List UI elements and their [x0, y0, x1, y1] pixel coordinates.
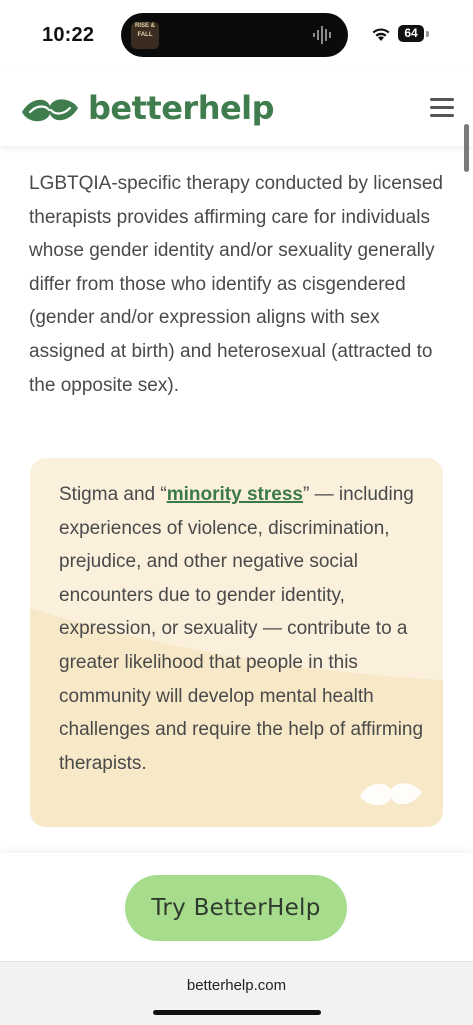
brand-wordmark[interactable]: betterhelp	[88, 89, 275, 127]
battery-level: 64	[398, 25, 424, 42]
leaf-watermark-icon	[358, 776, 424, 810]
cta-bar	[0, 853, 473, 961]
audio-waveform-icon	[312, 25, 334, 45]
callout-text-before: Stigma and “	[59, 484, 167, 505]
battery-cap	[426, 31, 429, 37]
browser-address-bar[interactable]	[0, 961, 473, 1025]
callout-text-after: ” — including experiences of violence, discrimination, prejudice, and other negative social encounters due to gender identity, expression, or sexuality — contribute to a greater likelihood that people in this community will develop mental health challenges and require the help of affirming therapists.	[59, 484, 424, 774]
home-indicator[interactable]	[153, 1010, 321, 1015]
status-time: 10:22	[42, 24, 95, 46]
callout-box	[30, 458, 443, 827]
site-header	[0, 72, 473, 146]
scroll-indicator[interactable]	[464, 124, 469, 172]
callout-text	[59, 478, 429, 780]
menu-line	[430, 114, 454, 117]
try-betterhelp-button[interactable]: Try BetterHelp	[125, 875, 347, 941]
minority-stress-link[interactable]: minority stress	[166, 484, 303, 505]
hamburger-menu-icon[interactable]	[430, 98, 454, 120]
article-paragraph: LGBTQIA-specific therapy conducted by licensed therapists provides affirming care for individuals whose gender identity and/or sexuality generally differ from those who identify as cisgendered (gender and/or expression aligns with sex assigned at birth) and heterosexual (attracted to the opposite sex).	[29, 173, 443, 396]
status-bar	[0, 0, 473, 70]
betterhelp-leaf-logo-icon[interactable]	[20, 94, 80, 126]
wifi-icon	[371, 26, 391, 42]
menu-line	[430, 106, 454, 109]
dynamic-island[interactable]	[121, 13, 348, 57]
now-playing-artwork: RISE & FALL	[131, 22, 159, 49]
menu-line	[430, 98, 454, 101]
url-text[interactable]: betterhelp.com	[186, 977, 287, 994]
